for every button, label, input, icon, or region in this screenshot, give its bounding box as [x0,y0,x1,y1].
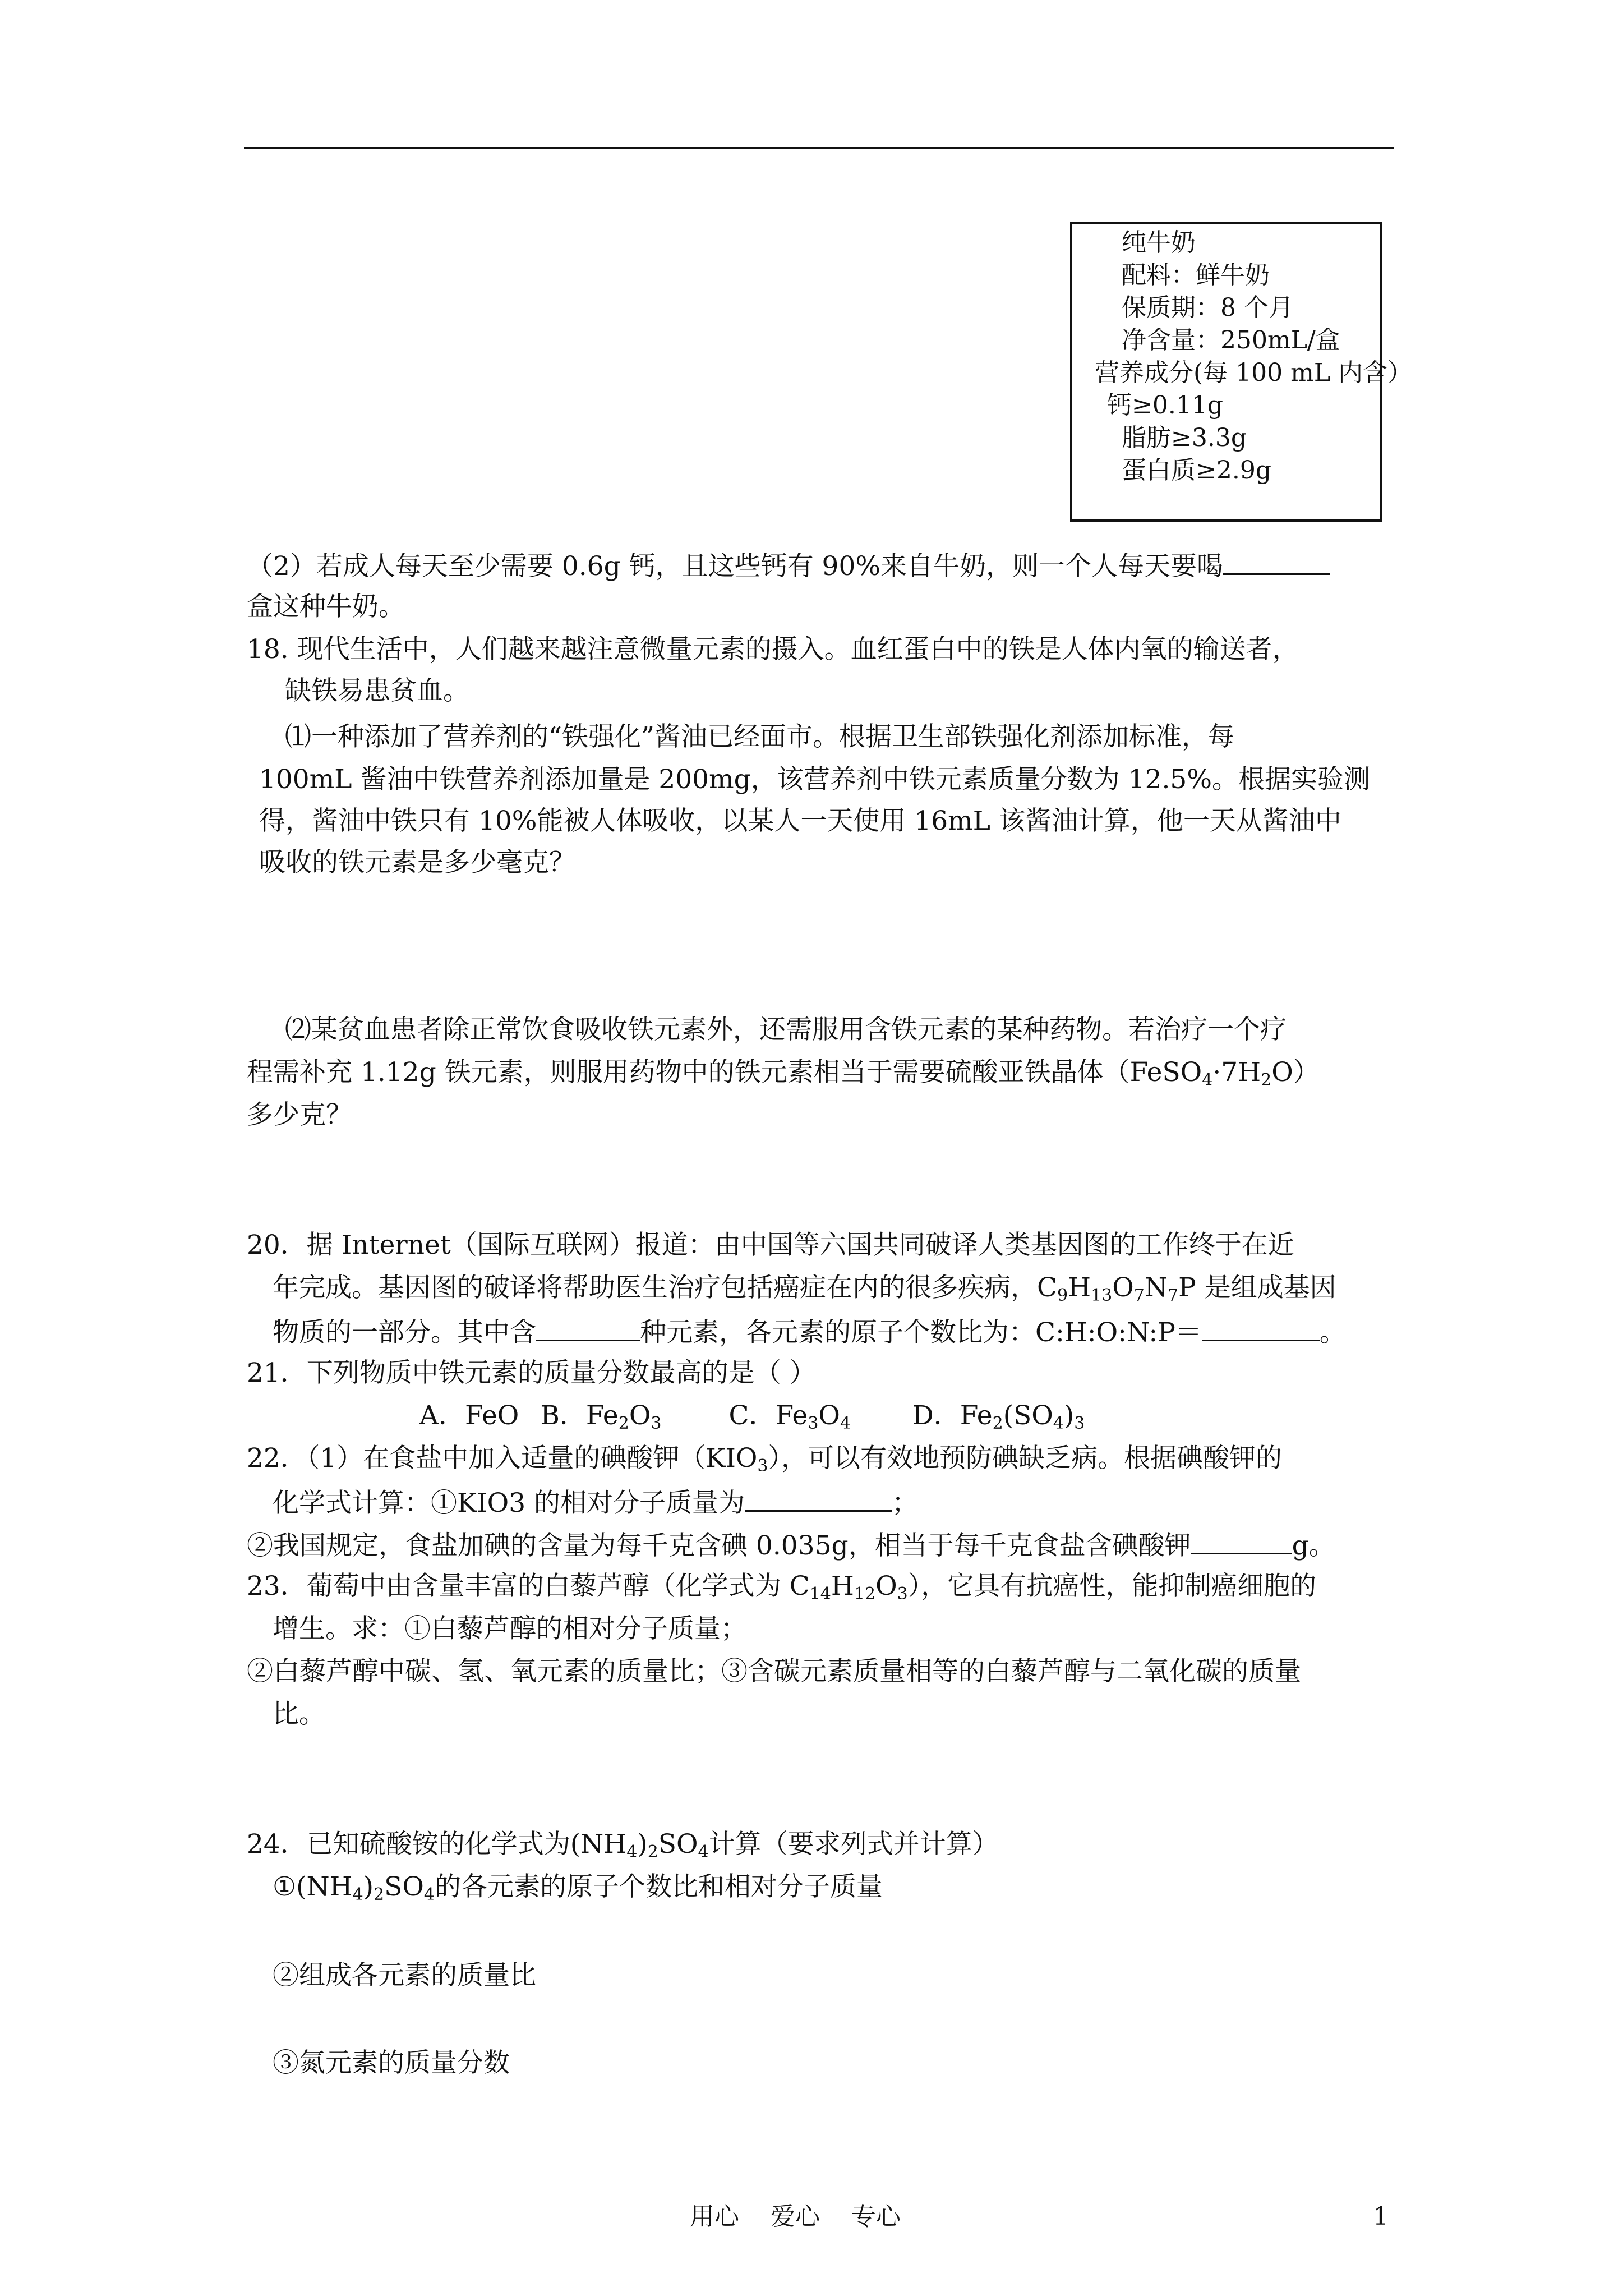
milk-net-content: 净含量：250mL/盒 [1122,326,1340,355]
q22-line2: 化学式计算：①KIO3 的相对分子质量为 ； [273,1488,919,1519]
q18-line2: 缺铁易患贫血。 [285,675,469,706]
milk-protein: 蛋白质≥2.9g [1122,456,1272,485]
q18-p2-line3: 多少克？ [247,1099,352,1130]
q18-p1-line3: 得，酱油中铁只有 10%能被人体吸收，以某人一天使用 16mL 该酱油计算，他一天从酱油中 [259,806,1341,836]
option-a[interactable]: A．FeO [419,1400,519,1431]
q24-line1: 24．已知硫酸铵的化学式为$(NH_4)_2SO_4$计算（要求列式并计算） [247,1829,999,1862]
q20-line1: 20．据 Internet（国际互联网）报道：由中国等六国共同破译人类基因图的工作终于在近 [247,1230,1294,1260]
q18-p2-line1: ⑵某贫血患者除正常饮食吸收铁元素外，还需服用含铁元素的某种药物。若治疗一个疗 [285,1014,1287,1045]
q22-line3: ②我国规定，食盐加碘的含量为每千克含碘 0.035g，相当于每千克食盐含碘酸钾 g。 [247,1530,1335,1561]
answer-blank[interactable] [1202,1317,1320,1341]
header-rule [244,147,1394,149]
q23-line3: ②白藜芦醇中碳、氢、氧元素的质量比；③含碳元素质量相等的白藜芦醇与二氧化碳的质量 [247,1656,1301,1687]
milk-ingredients: 配料：鲜牛奶 [1122,261,1270,289]
milk-nutrition-header: 营养成分(每 100 mL 内含） [1095,358,1413,387]
option-b[interactable]: B．$Fe_2O_3$ [540,1400,662,1433]
q22-line1: 22．（1）在食盐中加入适量的碘酸钾$(KIO_3)$，可以有效地预防碘缺乏病。根据碘酸钾的 [247,1443,1283,1476]
q24-sub2: ②组成各元素的质量比 [273,1960,536,1991]
q18-p1-line2: 100mL 酱油中铁营养剂添加量是 200mg，该营养剂中铁元素质量分数为 12.5%。根据实验测 [259,764,1370,795]
answer-blank[interactable] [745,1488,892,1512]
q21-line1: 21．下列物质中铁元素的质量分数最高的是（ ） [247,1358,816,1388]
q20-line3: 物质的一部分。其中含 种元素，各元素的原子个数比为：C:H:O:N:P＝ 。 [273,1317,1346,1348]
footer-motto: 用心 爱心 专心 [690,2202,901,2231]
q20-line2: 年完成。基因图的破译将帮助医生治疗包括癌症在内的很多疾病，$C_9H_{13}O_7N_7P$ 是组成基因 [273,1272,1336,1305]
q24-sub3: ③氮元素的质量分数 [273,2047,510,2078]
answer-blank[interactable] [1191,1530,1292,1554]
milk-calcium: 钙≥0.11g [1107,391,1224,420]
q18-p1-line4: 吸收的铁元素是多少毫克？ [259,847,575,878]
milk-fat: 脂肪≥3.3g [1122,424,1247,452]
q23-line4: 比。 [273,1699,325,1729]
q18-line1: 18. 现代生活中，人们越来越注意微量元素的摄入。血红蛋白中的铁是人体内氧的输送者， [247,634,1299,665]
page-number: 1 [1373,2202,1389,2231]
answer-blank[interactable] [536,1317,640,1341]
q21-options [419,1402,1085,1432]
milk-shelf-life: 保质期：8 个月 [1122,293,1293,322]
option-c[interactable]: C．$Fe_3O_4$ [728,1400,851,1433]
q17-2-line2: 盒这种牛奶。 [247,591,405,622]
q17-2-line1: （2）若成人每天至少需要 0.6g 钙，且这些钙有 90%来自牛奶，则一个人每天要喝 [247,551,1330,579]
answer-blank[interactable] [1223,551,1330,575]
q18-p2-line2: 程需补充 1.12g 铁元素，则服用药物中的铁元素相当于需要硫酸亚铁晶体$(FeSO_4\cdot 7H_2O)$ [247,1057,1320,1090]
q23-line1: 23．葡萄中由含量丰富的白藜芦醇（化学式为 $C_{14}H_{12}O_3$），它具有抗癌性，能抑制癌细胞的 [247,1571,1317,1604]
q18-p1-line1: ⑴一种添加了营养剂的“铁强化”酱油已经面市。根据卫生部铁强化剂添加标准，每 [285,721,1235,752]
milk-title: 纯牛奶 [1122,228,1196,257]
option-d[interactable]: D．$Fe_2(SO_4)_3$ [912,1400,1085,1433]
q23-line2: 增生。求：①白藜芦醇的相对分子质量； [273,1613,747,1644]
q24-sub1: $①(NH_4)_2SO_4$的各元素的原子个数比和相对分子质量 [273,1871,883,1904]
milk-label-box [1070,222,1413,522]
